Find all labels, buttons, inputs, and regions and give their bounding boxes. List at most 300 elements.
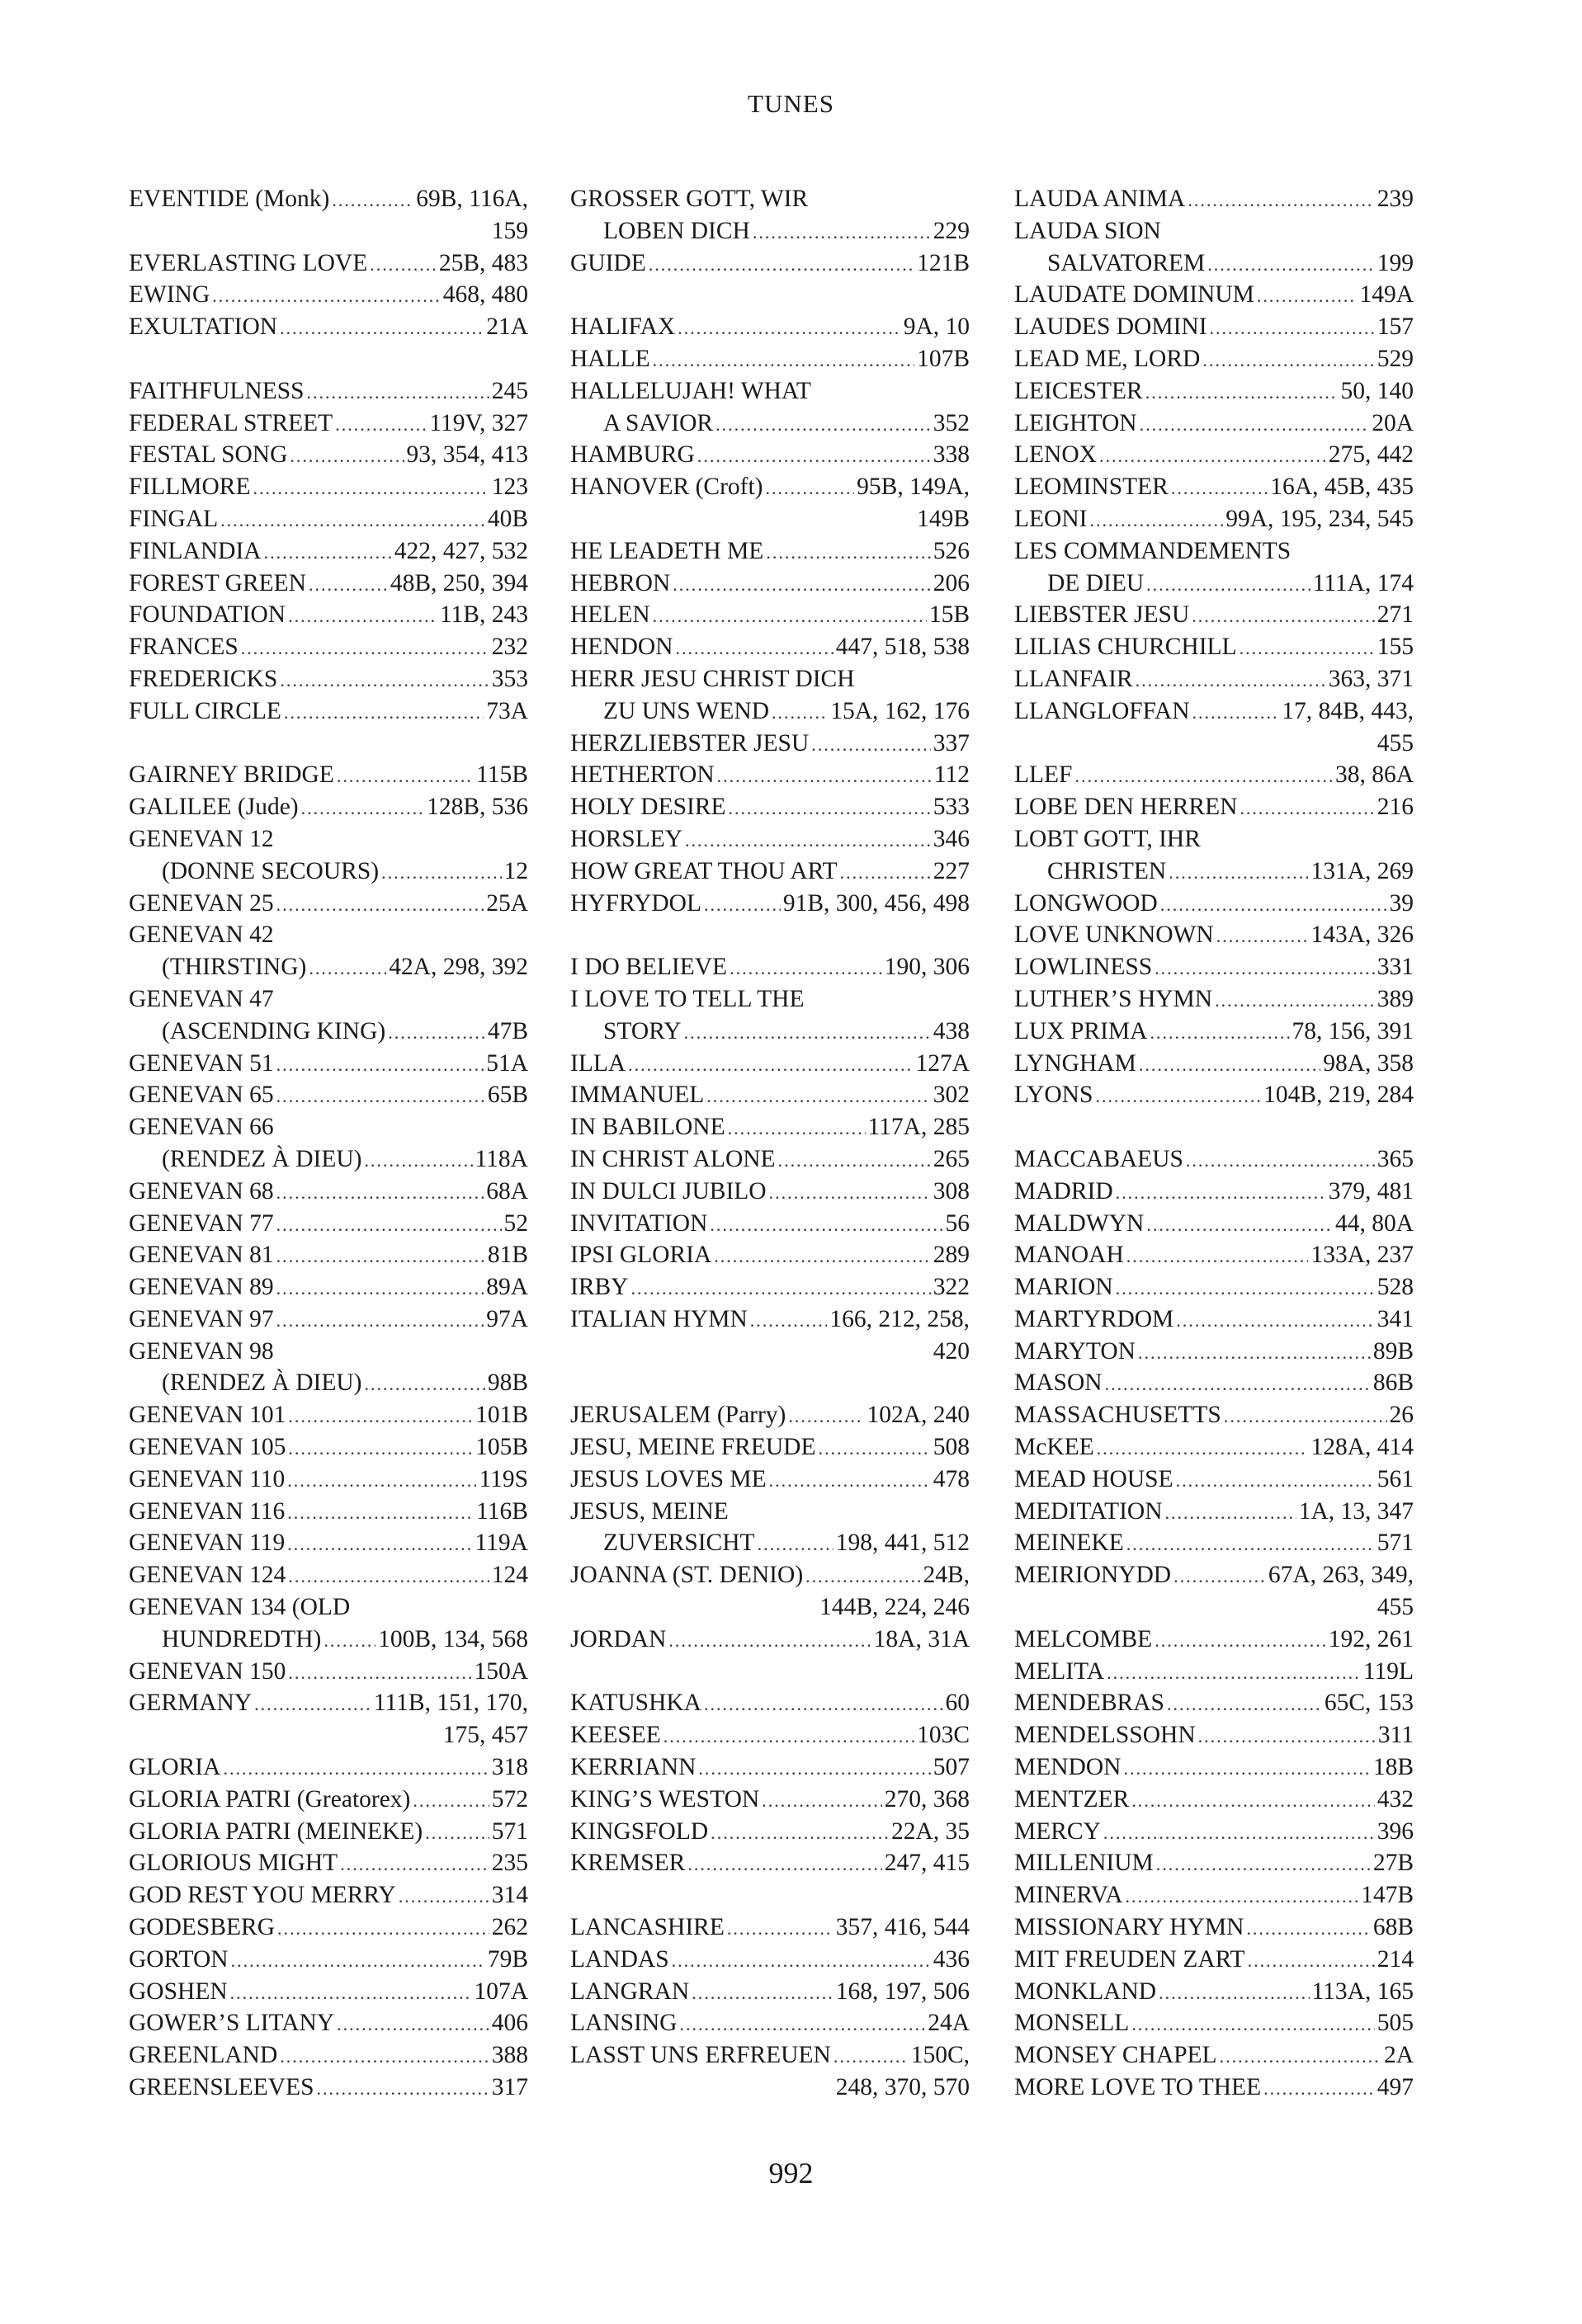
dot-leader — [301, 793, 424, 825]
page-references: 102A, 240 — [867, 1402, 970, 1429]
entry-line — [570, 343, 970, 375]
tune-name: I LOVE TO TELL THE — [570, 985, 805, 1012]
index-entry — [1014, 888, 1414, 920]
index-entry — [570, 1271, 970, 1303]
tune-name: IN BABILONE — [570, 1114, 725, 1141]
tune-name: HEBRON — [570, 569, 671, 596]
tune-name: HALLELUJAH! WHAT — [570, 377, 811, 404]
index-entry — [129, 1336, 528, 1400]
entry-line — [570, 663, 970, 695]
index-entry — [129, 1464, 528, 1496]
dot-leader — [1140, 409, 1370, 441]
dot-leader — [337, 2009, 489, 2041]
tune-name-continued: (DONNE SECOURS) — [162, 857, 380, 884]
tune-name-continued: STORY — [603, 1017, 682, 1044]
dot-leader — [685, 825, 931, 857]
dot-leader — [230, 1978, 472, 2010]
index-entry — [1014, 439, 1414, 471]
dot-leader — [698, 1753, 930, 1785]
tune-name: GAIRNEY BRIDGE — [129, 761, 334, 789]
index-entry — [129, 1496, 528, 1528]
page-references: 571 — [1377, 1530, 1414, 1557]
page-references: 438 — [933, 1017, 970, 1044]
entry-line — [129, 1111, 528, 1143]
entry-line — [570, 1431, 970, 1464]
entry-line — [1014, 408, 1414, 440]
entry-line — [129, 247, 528, 280]
tune-name: GENEVAN 68 — [129, 1177, 274, 1204]
tune-name: EXULTATION — [129, 313, 278, 341]
page-references: 22A, 35 — [890, 1817, 970, 1845]
entry-line — [1014, 183, 1414, 215]
entry-line — [570, 1944, 970, 1976]
dot-leader — [1131, 2009, 1374, 2041]
tune-name: MEINEKE — [1014, 1530, 1124, 1557]
index-entry — [129, 1976, 528, 2008]
page-references: 147B — [1361, 1882, 1414, 1909]
entry-line — [129, 1559, 528, 1591]
index-entry — [1014, 1496, 1414, 1528]
index-entry — [129, 1559, 528, 1591]
tune-name: FILLMORE — [129, 474, 251, 501]
dot-leader — [1202, 345, 1374, 377]
dot-leader — [220, 505, 485, 537]
page-references: 127A — [915, 1049, 970, 1077]
index-entry — [570, 1464, 970, 1496]
dot-leader — [1188, 185, 1374, 217]
page-references: 533 — [933, 794, 970, 821]
page-references: 101B — [475, 1402, 528, 1429]
entry-line — [129, 311, 528, 343]
entry-line — [570, 1239, 970, 1271]
index-entry — [129, 663, 528, 695]
index-entry — [1014, 1208, 1414, 1240]
tune-name: FAITHFULNESS — [129, 377, 305, 404]
tune-name: ITALIAN HYMN — [570, 1305, 748, 1332]
page-references: 65B — [487, 1082, 528, 1109]
page-references: 111B, 151, 170, — [373, 1690, 528, 1717]
index-entry — [1014, 1303, 1414, 1336]
entry-line — [129, 375, 528, 408]
tune-name: JESUS, MEINE — [570, 1497, 729, 1525]
page-references: 436 — [933, 1945, 970, 1973]
dot-leader — [753, 217, 931, 249]
tune-name-continued: (RENDEZ À DIEU) — [162, 1145, 362, 1172]
page-references: 507 — [933, 1754, 970, 1781]
tune-name-continued: A SAVIOR — [603, 409, 714, 436]
entry-line — [1014, 1208, 1414, 1240]
tune-name: GENEVAN 101 — [129, 1402, 286, 1429]
entry-line — [570, 1624, 970, 1656]
entry-line — [1014, 1751, 1414, 1784]
tune-name-continued: (ASCENDING KING) — [162, 1017, 386, 1044]
dot-leader — [676, 633, 834, 665]
index-entry — [129, 1527, 528, 1559]
index-entry — [1014, 1143, 1414, 1176]
page-references: 192, 261 — [1328, 1625, 1414, 1652]
dot-leader — [277, 1913, 489, 1945]
dot-leader — [1240, 793, 1374, 825]
index-entry — [1014, 279, 1414, 311]
dot-leader — [1126, 1881, 1359, 1913]
entry-line — [1014, 1912, 1414, 1944]
tune-name: HELEN — [570, 601, 650, 629]
index-entry — [570, 951, 970, 983]
entry-line — [1014, 535, 1414, 568]
page-references: 12 — [503, 857, 528, 884]
tune-name: MASON — [1014, 1369, 1103, 1397]
page-references: 119V, 327 — [429, 409, 528, 436]
index-entry — [129, 983, 528, 1048]
page-references: 235 — [491, 1850, 528, 1877]
index-entry — [129, 439, 528, 471]
index-entry — [129, 791, 528, 823]
page-references: 216 — [1377, 794, 1414, 821]
index-entry — [1014, 1239, 1414, 1271]
index-entry — [570, 1687, 970, 1719]
entry-line — [129, 568, 528, 600]
dot-leader — [264, 537, 392, 569]
index-entry — [129, 1399, 528, 1431]
tune-name: FINLANDIA — [129, 537, 262, 564]
tune-name-continued: CHRISTEN — [1047, 857, 1167, 884]
entry-line — [570, 728, 970, 760]
dot-leader — [692, 1978, 834, 2010]
page-references: 115B — [476, 761, 528, 789]
page-references: 95B, 149A, — [857, 474, 970, 501]
entry-line — [129, 1496, 528, 1528]
page-references: 338 — [933, 441, 970, 469]
entry-line — [129, 599, 528, 631]
entry-line — [1014, 951, 1414, 983]
tune-name: McKEE — [1014, 1434, 1094, 1461]
dot-leader — [1169, 857, 1308, 889]
tune-name: MARTYRDOM — [1014, 1305, 1174, 1332]
page-references-continued — [570, 2072, 970, 2104]
dot-leader — [715, 409, 931, 441]
page-references: 121B — [917, 249, 970, 276]
index-entry — [570, 1496, 970, 1560]
index-entry — [129, 599, 528, 631]
dot-leader — [1116, 1273, 1375, 1305]
entry-line — [129, 888, 528, 920]
entry-line — [129, 1079, 528, 1111]
index-entry — [1014, 1912, 1414, 1944]
entry-line — [129, 1399, 528, 1431]
tune-name: GENEVAN 25 — [129, 889, 274, 917]
index-entry — [129, 1079, 528, 1111]
tune-name: IMMANUEL — [570, 1082, 705, 1109]
entry-line — [570, 1784, 970, 1816]
tune-name: GENEVAN 97 — [129, 1305, 274, 1332]
index-entry — [1014, 503, 1414, 535]
page-references-continued — [1014, 728, 1414, 760]
dot-leader — [710, 1209, 942, 1242]
tune-name: MARION — [1014, 1274, 1113, 1301]
index-entry — [1014, 1784, 1414, 1816]
dot-leader — [276, 1241, 485, 1273]
tune-name: LANGRAN — [570, 1978, 690, 2005]
page-references: 91B, 300, 456, 498 — [782, 889, 970, 917]
page-references: 168, 197, 506 — [835, 1978, 970, 2005]
index-entry — [570, 568, 970, 600]
index-entry — [129, 1912, 528, 1944]
page-references: 1A, 13, 347 — [1298, 1497, 1414, 1525]
dot-leader — [276, 1273, 484, 1305]
page-references: 73A — [486, 697, 528, 724]
index-entry — [570, 1111, 970, 1143]
page-references: 289 — [933, 1242, 970, 1269]
dot-leader — [317, 2073, 489, 2105]
dot-leader — [1263, 2073, 1375, 2105]
tune-name: GENEVAN 98 — [129, 1337, 274, 1365]
entry-line — [1014, 1367, 1414, 1399]
index-entry — [570, 791, 970, 823]
tune-name: HALLE — [570, 345, 650, 372]
dot-leader — [1146, 569, 1310, 601]
index-entry — [129, 695, 528, 728]
tune-name: MARYTON — [1014, 1337, 1136, 1365]
entry-line — [129, 503, 528, 535]
entry-line — [129, 1944, 528, 1976]
page-references: 60 — [945, 1690, 970, 1717]
tune-name: FEDERAL STREET — [129, 409, 333, 436]
tune-name: LIEBSTER JESU — [1014, 601, 1190, 629]
index-entry — [1014, 1527, 1414, 1559]
entry-line — [1014, 215, 1414, 247]
tune-name: LILIAS CHURCHILL — [1014, 634, 1237, 661]
tune-name: LEICESTER — [1014, 377, 1143, 404]
index-entry — [1014, 1431, 1414, 1464]
entry-line — [570, 568, 970, 600]
tune-name: KINGSFOLD — [570, 1817, 709, 1845]
page-references: 16A, 45B, 435 — [1270, 474, 1414, 501]
page-references: 105B — [475, 1434, 528, 1461]
entry-line — [129, 951, 528, 983]
index-entry — [129, 247, 528, 280]
page-references: 247, 415 — [884, 1850, 970, 1877]
page-references: 528 — [1377, 1274, 1414, 1301]
dot-leader — [684, 1017, 931, 1049]
entry-line — [129, 1431, 528, 1464]
index-entry — [570, 823, 970, 856]
dot-leader — [276, 1209, 502, 1242]
index-entry — [1014, 599, 1414, 631]
page-references: 68B — [1372, 1914, 1414, 1941]
tune-name: GENEVAN 66 — [129, 1114, 274, 1141]
tune-name: HYFRYDOL — [570, 889, 701, 917]
dot-leader — [1099, 441, 1326, 473]
dot-leader — [307, 377, 489, 409]
page-references: 198, 441, 512 — [835, 1530, 970, 1557]
page-references: 572 — [491, 1785, 528, 1813]
entry-line — [1014, 856, 1414, 888]
page-references: 389 — [1377, 985, 1414, 1012]
page-references: 116B — [476, 1497, 528, 1525]
index-entry — [129, 471, 528, 503]
dot-leader — [840, 857, 931, 889]
page-references: 50, 140 — [1340, 377, 1414, 404]
entry-line — [129, 1208, 528, 1240]
dot-leader — [288, 1433, 473, 1465]
entry-line — [1014, 791, 1414, 823]
tune-name: GENEVAN 47 — [129, 985, 274, 1012]
dot-leader — [223, 1753, 489, 1785]
page-references: 206 — [933, 569, 970, 596]
dot-leader — [1095, 1081, 1261, 1113]
index-entry — [570, 1816, 970, 1848]
page-references: 119L — [1362, 1657, 1414, 1685]
dot-leader — [340, 1849, 489, 1881]
entry-line — [129, 791, 528, 823]
page-references: 352 — [933, 409, 970, 436]
tune-name: GLORIOUS MIGHT — [129, 1850, 338, 1877]
page-references: 270, 368 — [884, 1785, 970, 1813]
page-references: 111A, 174 — [1312, 569, 1414, 596]
index-entry — [129, 1591, 528, 1656]
page-references: 51A — [486, 1049, 528, 1077]
index-entry — [570, 631, 970, 663]
dot-leader — [1176, 1305, 1374, 1337]
page-references-continued — [129, 215, 528, 247]
entry-line — [129, 439, 528, 471]
dot-leader — [370, 249, 437, 281]
entry-line — [570, 1176, 970, 1208]
entry-line — [129, 1847, 528, 1879]
tune-name: LASST UNS ERFREUEN — [570, 2042, 831, 2069]
tune-name: FINGAL — [129, 505, 219, 532]
index-entry — [570, 247, 970, 280]
page-references: 93, 354, 413 — [406, 441, 528, 469]
page-references: 529 — [1377, 345, 1414, 372]
entry-line — [570, 1816, 970, 1848]
dot-leader — [1107, 1657, 1361, 1690]
page-references: 42A, 298, 392 — [389, 954, 528, 981]
entry-line — [129, 919, 528, 951]
page-references: 214 — [1377, 1945, 1414, 1973]
index-entry — [129, 2007, 528, 2039]
entry-line — [129, 1271, 528, 1303]
dot-leader — [1097, 1433, 1309, 1465]
page-references: 89A — [486, 1274, 528, 1301]
page-references: 229 — [933, 217, 970, 244]
page-references: 15A, 162, 176 — [830, 697, 970, 724]
page-references-continued — [1014, 1591, 1414, 1624]
dot-leader — [778, 1145, 931, 1177]
entry-line — [1014, 919, 1414, 951]
tune-name: MORE LOVE TO THEE — [1014, 2074, 1262, 2101]
dot-leader — [679, 2009, 925, 2041]
page-references: 78, 156, 391 — [1292, 1017, 1414, 1044]
dot-leader — [287, 1497, 474, 1530]
page-references: 68A — [486, 1177, 528, 1204]
entry-line — [570, 1208, 970, 1240]
dot-leader — [381, 857, 501, 889]
entry-line — [129, 1912, 528, 1944]
entry-line — [1014, 279, 1414, 311]
entry-line — [570, 1399, 970, 1431]
index-entry — [1014, 1976, 1414, 2008]
page-references-continued — [570, 503, 970, 535]
dot-leader — [1126, 1241, 1309, 1273]
index-entry — [1014, 2007, 1414, 2039]
page-references: 341 — [1377, 1305, 1414, 1332]
tune-name: LYONS — [1014, 1082, 1093, 1109]
page-references: 104B, 219, 284 — [1263, 1082, 1414, 1109]
index-entry — [129, 1656, 528, 1688]
tune-name: LEONI — [1014, 505, 1088, 532]
entry-line — [570, 823, 970, 856]
dot-leader — [1074, 761, 1332, 793]
entry-line — [570, 1016, 970, 1048]
index-entry — [1014, 535, 1414, 600]
entry-line — [570, 1496, 970, 1528]
dot-leader — [1123, 1753, 1370, 1785]
dot-leader — [687, 1849, 881, 1881]
entry-line — [129, 1016, 528, 1048]
entry-line — [1014, 1431, 1414, 1464]
index-entry — [1014, 1079, 1414, 1111]
dot-leader — [766, 537, 930, 569]
index-entry — [129, 823, 528, 888]
entry-line — [570, 695, 970, 728]
tune-name: FESTAL SONG — [129, 441, 288, 469]
page-header-title: TUNES — [748, 89, 834, 118]
page-references: 17, 84B, 443, — [1282, 697, 1414, 724]
page-references: 119S — [479, 1465, 528, 1492]
tune-name: LAUDATE DOMINUM — [1014, 281, 1254, 309]
tune-name: JESU, MEINE FREUDE — [570, 1434, 816, 1461]
index-entry — [129, 631, 528, 663]
tune-name: JOANNA (ST. DENIO) — [570, 1562, 804, 1589]
entry-line — [129, 695, 528, 728]
page-references: 26 — [1389, 1402, 1414, 1429]
section-gap — [1014, 1111, 1414, 1143]
dot-leader — [1146, 1209, 1333, 1242]
index-entry — [129, 1751, 528, 1784]
entry-line — [570, 183, 970, 215]
entry-line — [1014, 695, 1414, 728]
dot-leader — [280, 313, 484, 345]
dot-leader — [253, 473, 489, 505]
index-entry — [570, 535, 970, 568]
entry-line — [129, 1687, 528, 1719]
dot-leader — [728, 1113, 866, 1145]
index-entry — [129, 2039, 528, 2072]
dot-leader — [805, 1561, 920, 1593]
dot-leader — [766, 473, 855, 505]
entry-line — [570, 599, 970, 631]
index-entry — [129, 311, 528, 343]
index-entry — [570, 1847, 970, 1879]
index-entry — [570, 1143, 970, 1176]
dot-leader — [337, 761, 474, 793]
page-references: 21A — [486, 313, 528, 341]
dot-leader — [413, 1785, 489, 1817]
dot-leader — [1155, 1625, 1326, 1657]
dot-leader — [1220, 2041, 1381, 2073]
dot-leader — [1145, 377, 1339, 409]
tune-name: LAUDA ANIMA — [1014, 186, 1186, 212]
tune-name: GALILEE (Jude) — [129, 794, 299, 821]
page-references: 24A — [928, 2010, 970, 2037]
tune-name: MADRID — [1014, 1177, 1113, 1204]
page-references: 447, 518, 538 — [835, 634, 970, 661]
entry-line — [570, 471, 970, 503]
page-references: 112 — [933, 761, 970, 789]
dot-leader — [769, 1465, 931, 1497]
tune-name: HAMBURG — [570, 441, 695, 469]
